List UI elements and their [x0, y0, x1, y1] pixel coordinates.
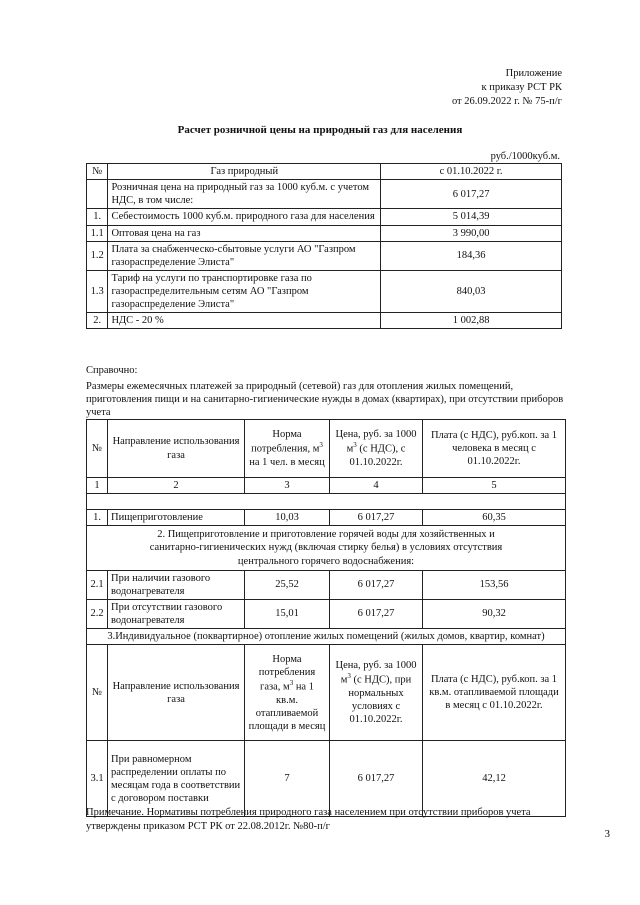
col-name-header: Газ природный [108, 164, 381, 180]
row-num: 2.1 [87, 570, 108, 599]
row-name: При наличии газового водонагревателя [108, 570, 245, 599]
col-num-header: № [87, 164, 108, 180]
price-header-text: Цена, руб. за 1000 м [335, 429, 417, 455]
monthly-payments-table [86, 419, 566, 817]
column-number-row [87, 478, 566, 494]
col-direction-header: Направление использования газа [108, 645, 245, 741]
row-price: 6 017,27 [330, 599, 423, 628]
header-line-3: от 26.09.2022 г. № 75-п/г [451, 96, 562, 107]
table-row [87, 225, 562, 241]
col-number: 1 [87, 478, 108, 494]
header-line-2: к приказу РСТ РК [481, 82, 562, 93]
table-header-row [87, 645, 566, 741]
col-price-header [330, 645, 423, 741]
row-num [87, 180, 108, 209]
row-name: Тариф на услуги по транспортировке газа по газораспределительным сетям АО "Газпром газораспределение Элиста" [108, 270, 381, 312]
table-header-row [87, 164, 562, 180]
document-title: Расчет розничной цены на природный газ для населения [177, 124, 463, 136]
page-number: 3 [604, 828, 610, 840]
row-pay: 60,35 [423, 510, 566, 526]
row-num: 1.2 [87, 241, 108, 270]
row-num: 2. [87, 313, 108, 329]
section-row [87, 526, 566, 570]
norm-header-unit: на 1 кв.м. отапливаемой площади в месяц [248, 681, 326, 732]
spacer-cell [87, 494, 566, 510]
col-price-header [330, 420, 423, 478]
norm-header-text: Норма потребления, м [251, 429, 320, 455]
row-value: 6 017,27 [381, 180, 562, 209]
row-value: 184,36 [381, 241, 562, 270]
header-line-1: Приложение [505, 68, 562, 79]
table-row [87, 180, 562, 209]
table-row [87, 270, 562, 312]
col-pay-header: Плата (с НДС), руб.коп. за 1 кв.м. отапливаемой площади в месяц с 01.10.2022г. [423, 645, 566, 741]
row-num: 1.1 [87, 225, 108, 241]
row-price: 6 017,27 [330, 510, 423, 526]
row-name: При отсутствии газового водонагревателя [108, 599, 245, 628]
table-row [87, 570, 566, 599]
reference-intro: Размеры ежемесячных платежей за природный (сетевой) газ для отопления жилых помещений, приготовления пищи и на санитарно-гигиенические нужды в домах (квартирах), при отсутствии приборов учета [86, 381, 564, 418]
unit-label: руб./1000куб.м. [490, 151, 560, 162]
section-2-title: 2. Пищеприготовление и приготовление горячей воды для хозяйственных и санитарно-гигиенических нужд (включая стирку белья) в условиях отсутствия центрального горячего водоснабжения: [87, 526, 566, 570]
row-norm: 25,52 [245, 570, 330, 599]
row-pay: 42,12 [423, 741, 566, 817]
footnote: Примечание. Нормативы потребления природного газа населением при отсутствии приборов учета утверждены приказом РСТ РК от 22.08.2012г. №80-п/г [86, 807, 531, 832]
price-header-unit: (с НДС), с 01.10.2022г. [349, 443, 406, 468]
table-row [87, 313, 562, 329]
row-name: При равномерном распределении оплаты по месяцам года в соответствии с договором поставки [108, 741, 245, 817]
row-norm: 7 [245, 741, 330, 817]
col-number: 4 [330, 478, 423, 494]
table-row [87, 510, 566, 526]
price-header-sup: 3 [353, 441, 357, 450]
col-norm-header [245, 420, 330, 478]
row-price: 6 017,27 [330, 741, 423, 817]
reference-label: Справочно: [86, 365, 138, 376]
row-value: 5 014,39 [381, 209, 562, 225]
row-num: 1.3 [87, 270, 108, 312]
row-name: Плата за снабженческо-сбытовые услуги АО "Газпром газораспределение Элиста" [108, 241, 381, 270]
row-norm: 15,01 [245, 599, 330, 628]
row-name: Розничная цена на природный газ за 1000 куб.м. с учетом НДС, в том числе: [108, 180, 381, 209]
row-num: 2.2 [87, 599, 108, 628]
row-num: 3.1 [87, 741, 108, 817]
row-num: 1. [87, 510, 108, 526]
col-value-header: с 01.10.2022 г. [381, 164, 562, 180]
col-number: 3 [245, 478, 330, 494]
norm-header-text: Норма потребления газа, м [258, 653, 316, 693]
row-price: 6 017,27 [330, 570, 423, 599]
col-number: 2 [108, 478, 245, 494]
norm-header-unit: на 1 чел. в месяц [249, 456, 325, 468]
document-header [452, 67, 562, 109]
row-num: 1. [87, 209, 108, 225]
table-header-row [87, 420, 566, 478]
row-norm: 10,03 [245, 510, 330, 526]
section-row [87, 629, 566, 645]
row-name: Пищеприготовление [108, 510, 245, 526]
row-value: 840,03 [381, 270, 562, 312]
col-num-header: № [87, 420, 108, 478]
section-3-title: 3.Индивидуальное (поквартирное) отопление жилых помещений (жилых домов, квартир, комнат) [87, 629, 566, 645]
norm-header-sup: 3 [319, 441, 323, 450]
col-direction-header: Направление использования газа [108, 420, 245, 478]
price-header-sup: 3 [347, 672, 351, 681]
price-header-text: Цена, руб. за 1000 м [335, 660, 417, 686]
price-calculation-table [86, 163, 562, 329]
table-row [87, 241, 562, 270]
table-row [87, 209, 562, 225]
row-value: 3 990,00 [381, 225, 562, 241]
spacer-row [87, 494, 566, 510]
col-num-header: № [87, 645, 108, 741]
norm-header-sup: 3 [289, 678, 294, 687]
table-row [87, 599, 566, 628]
row-pay: 90,32 [423, 599, 566, 628]
row-value: 1 002,88 [381, 313, 562, 329]
col-number: 5 [423, 478, 566, 494]
row-name: НДС - 20 % [108, 313, 381, 329]
col-pay-header: Плата (с НДС), руб.коп. за 1 человека в месяц с 01.10.2022г. [423, 420, 566, 478]
price-header-unit: (с НДС), при нормальных условиях с 01.10.2022г. [348, 674, 412, 726]
col-norm-header [245, 645, 330, 741]
row-pay: 153,56 [423, 570, 566, 599]
row-name: Себестоимость 1000 куб.м. природного газа для населения [108, 209, 381, 225]
row-name: Оптовая цена на газ [108, 225, 381, 241]
